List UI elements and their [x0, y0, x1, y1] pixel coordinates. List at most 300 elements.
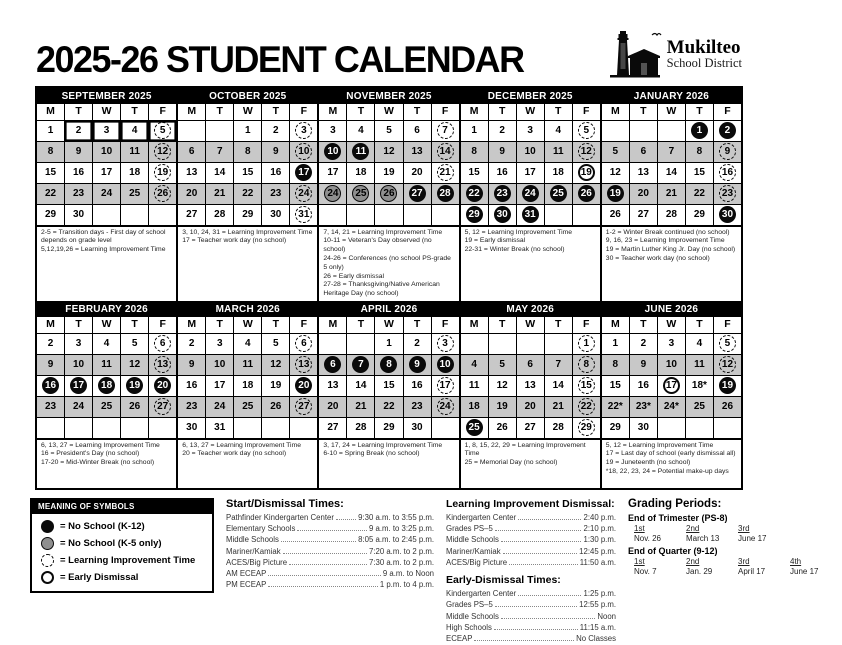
early-dismissal-marker: 17	[663, 377, 680, 394]
month-header-january-2026: JANUARY 2026	[602, 88, 741, 104]
weekday-header: W	[234, 317, 261, 333]
dotted-leader	[494, 629, 578, 630]
day-cell: 27	[517, 418, 544, 438]
weekday-header: T	[206, 104, 233, 120]
weekday-header: T	[65, 317, 92, 333]
day-cell: 5	[262, 334, 289, 354]
day-cell: 1	[375, 334, 402, 354]
no-school-k12-marker: 27	[409, 185, 426, 202]
day-cell: 15	[602, 376, 629, 396]
day-cell	[149, 376, 176, 396]
no-school-k12-marker: 19	[719, 377, 736, 394]
time-value: 12:45 p.m.	[579, 546, 616, 556]
time-label: Elementary Schools	[226, 523, 296, 533]
day-cell: 3	[517, 121, 544, 141]
day-cell	[461, 334, 488, 354]
day-cell: 12	[121, 355, 148, 375]
day-cell	[93, 418, 120, 438]
no-school-k5-only-icon	[41, 537, 54, 550]
month-may-2026	[461, 301, 600, 438]
day-cell	[432, 397, 459, 417]
month-notes-may-2026	[461, 440, 600, 488]
no-school-k12-marker: 30	[494, 206, 511, 223]
period-ordinal: 3rd	[738, 523, 750, 533]
day-cell	[121, 376, 148, 396]
dotted-leader	[283, 553, 367, 554]
period-date: Nov. 26	[634, 533, 661, 543]
day-cell: 16	[404, 376, 431, 396]
day-cell	[573, 205, 600, 225]
day-cell: 8	[234, 142, 261, 162]
no-school-k12-marker: 2	[719, 122, 736, 139]
day-cell	[714, 376, 741, 396]
lighthouse-icon	[608, 29, 662, 79]
day-cell: 26	[489, 418, 516, 438]
day-cell	[262, 418, 289, 438]
month-header-june-2026: JUNE 2026	[602, 301, 741, 317]
months-row-2	[37, 301, 741, 438]
district-logo	[608, 29, 742, 79]
month-header-may-2026: MAY 2026	[461, 301, 600, 317]
day-cell: 22*	[602, 397, 629, 417]
no-school-k12-marker: 31	[522, 206, 539, 223]
period-ordinal: 1st	[634, 556, 645, 566]
weekday-header: M	[178, 317, 205, 333]
dotted-leader	[336, 519, 356, 520]
day-cell	[290, 142, 317, 162]
period-date: March 13	[686, 533, 720, 543]
legend-item-k5	[41, 537, 205, 550]
early-dismissal-list	[446, 588, 616, 644]
day-cell: 23	[37, 397, 64, 417]
day-cell	[658, 376, 685, 396]
day-cell: 3	[65, 334, 92, 354]
day-cell: 9	[262, 142, 289, 162]
learning-improvement-time-marker: 3	[437, 335, 454, 352]
day-cell	[37, 376, 64, 396]
period-date: June 17	[790, 566, 819, 576]
day-cell	[234, 418, 261, 438]
learning-improvement-time-marker: 3	[295, 122, 312, 139]
day-cell: 30	[404, 418, 431, 438]
day-cell: 23*	[630, 397, 657, 417]
weekday-header: F	[290, 317, 317, 333]
dotted-leader	[289, 564, 367, 565]
day-cell: 22	[375, 397, 402, 417]
day-cell: 28	[206, 205, 233, 225]
calendar-band-1	[37, 88, 741, 301]
time-label: AM ECEAP	[226, 569, 267, 579]
weekday-header: T	[489, 317, 516, 333]
time-value: 1:25 p.m.	[583, 589, 616, 599]
day-cell	[573, 121, 600, 141]
day-cell: 4	[93, 334, 120, 354]
lit-dismissal-list	[446, 512, 616, 568]
day-cell: 10	[658, 355, 685, 375]
month-grid-october-2025	[178, 104, 317, 225]
no-school-k12-marker: 9	[409, 356, 426, 373]
day-cell: 22	[234, 184, 261, 204]
no-school-k12-marker: 17	[295, 164, 312, 181]
no-school-k12-marker: 30	[719, 206, 736, 223]
legend-label: = Early Dismissal	[60, 571, 139, 583]
no-school-k12-marker: 10	[324, 143, 341, 160]
weekday-header: W	[234, 104, 261, 120]
learning-improvement-time-marker: 27	[154, 398, 171, 415]
day-cell: 4	[234, 334, 261, 354]
learning-improvement-time-marker: 23	[719, 185, 736, 202]
weekday-header: W	[375, 317, 402, 333]
day-cell: 16	[262, 163, 289, 183]
grading-period-row	[634, 524, 842, 543]
legend-item-lit	[41, 554, 205, 567]
weekday-header: T	[404, 104, 431, 120]
legend-label: = No School (K-5 only)	[60, 537, 162, 549]
day-cell	[432, 121, 459, 141]
day-cell	[149, 142, 176, 162]
note-line: 19 = Early dismissal	[464, 237, 526, 245]
day-cell: 14	[545, 376, 572, 396]
day-cell	[573, 142, 600, 162]
day-cell	[37, 418, 64, 438]
day-cell	[347, 355, 374, 375]
day-cell: 12	[602, 163, 629, 183]
month-march-2026	[178, 301, 317, 438]
day-cell	[290, 418, 317, 438]
day-cell	[375, 355, 402, 375]
weekday-header: F	[432, 317, 459, 333]
grading-group-title: End of Quarter (9-12)	[628, 545, 718, 556]
day-cell: 7	[545, 355, 572, 375]
day-cell	[149, 418, 176, 438]
notes-row-2	[37, 440, 741, 488]
month-notes-march-2026	[178, 440, 317, 488]
day-cell	[347, 142, 374, 162]
day-cell	[573, 397, 600, 417]
legend-item-early	[41, 571, 205, 584]
day-cell: 14	[658, 163, 685, 183]
day-cell: 9	[630, 355, 657, 375]
learning-improvement-time-marker: 13	[295, 356, 312, 373]
note-line: 19 = Juneteenth (no school)	[605, 459, 691, 467]
grading-period-row	[634, 557, 842, 576]
weekday-header: T	[121, 317, 148, 333]
learning-improvement-time-marker: 6	[154, 335, 171, 352]
day-cell	[714, 355, 741, 375]
day-cell: 6	[404, 121, 431, 141]
weekday-header: M	[461, 104, 488, 120]
no-school-k12-marker: 20	[295, 377, 312, 394]
time-row	[446, 622, 616, 633]
day-cell	[149, 163, 176, 183]
day-cell	[347, 334, 374, 354]
grading-period	[686, 524, 738, 543]
day-cell: 5	[602, 142, 629, 162]
note-line: 17 = Last day of school (early dismissal all)	[605, 450, 736, 458]
day-cell	[545, 205, 572, 225]
day-cell: 30	[65, 205, 92, 225]
learning-improvement-time-marker: 21	[437, 164, 454, 181]
month-december-2025	[461, 88, 600, 225]
day-cell: 10	[93, 142, 120, 162]
day-cell	[517, 334, 544, 354]
month-grid-april-2026	[319, 317, 458, 438]
time-value: 11:50 a.m.	[579, 557, 616, 567]
time-label: Middle Schools	[446, 611, 499, 621]
day-cell: 2	[262, 121, 289, 141]
month-header-october-2025: OCTOBER 2025	[178, 88, 317, 104]
weekday-header: W	[658, 104, 685, 120]
day-cell	[573, 334, 600, 354]
time-value: 1 p.m. to 4 p.m.	[379, 580, 434, 590]
day-cell: 31	[206, 418, 233, 438]
time-label: Pathfinder Kindergarten Center	[226, 512, 334, 522]
month-grid-march-2026	[178, 317, 317, 438]
day-cell	[658, 121, 685, 141]
learning-improvement-time-marker: 24	[437, 398, 454, 415]
dotted-leader	[518, 595, 581, 596]
day-cell: 25	[686, 397, 713, 417]
no-school-k12-icon	[41, 520, 54, 533]
weekday-header: M	[319, 317, 346, 333]
day-cell: 11	[461, 376, 488, 396]
day-cell	[573, 376, 600, 396]
day-cell: 8	[461, 142, 488, 162]
day-cell	[432, 355, 459, 375]
learning-improvement-time-marker: 6	[295, 335, 312, 352]
time-label: Mariner/Kamiak	[446, 546, 501, 556]
logo-district-name: Mukilteo	[666, 36, 741, 58]
day-cell	[714, 418, 741, 438]
period-ordinal: 1st	[634, 523, 645, 533]
day-cell	[347, 184, 374, 204]
time-value: 2:10 p.m.	[583, 523, 616, 533]
note-line: 26 = Early dismissal	[323, 272, 385, 280]
day-cell: 17	[319, 163, 346, 183]
day-cell	[121, 205, 148, 225]
month-header-november-2025: NOVEMBER 2025	[319, 88, 458, 104]
day-cell	[461, 205, 488, 225]
time-value: Noon	[597, 611, 616, 621]
learning-improvement-time-marker: 14	[437, 143, 454, 160]
day-cell	[290, 205, 317, 225]
weekday-header: T	[489, 104, 516, 120]
weekday-header: W	[93, 317, 120, 333]
month-october-2025	[178, 88, 317, 225]
day-cell: 16	[489, 163, 516, 183]
dotted-leader	[495, 606, 577, 607]
grading-period	[634, 557, 686, 576]
day-cell	[714, 205, 741, 225]
day-cell: 22	[686, 184, 713, 204]
day-cell: 13	[404, 142, 431, 162]
note-line: *18, 22, 23, 24 = Potential make-up days	[605, 468, 729, 476]
day-cell: 20	[319, 397, 346, 417]
no-school-k12-marker: 22	[466, 185, 483, 202]
day-cell: 9	[489, 142, 516, 162]
time-value: 11:15 a.m.	[579, 623, 616, 632]
grading-period	[738, 524, 790, 543]
calendar-band-2	[37, 301, 741, 488]
day-cell: 2	[404, 334, 431, 354]
no-school-k12-marker: 1	[691, 122, 708, 139]
no-school-k5-only-marker: 25	[352, 185, 369, 202]
day-cell	[686, 418, 713, 438]
weekday-header: T	[630, 104, 657, 120]
logo-text	[667, 38, 742, 71]
day-cell: 15	[686, 163, 713, 183]
period-date: April 17	[738, 566, 766, 576]
month-header-december-2025: DECEMBER 2025	[461, 88, 600, 104]
note-line: 2-5 = Transition days - First day of school depends on grade level	[41, 228, 166, 245]
day-cell: 23	[262, 184, 289, 204]
time-value: 7:20 a.m. to 2 p.m.	[368, 546, 434, 556]
day-cell: 3	[658, 334, 685, 354]
learning-improvement-time-marker: 5	[719, 335, 736, 352]
day-cell: 26	[121, 397, 148, 417]
day-cell: 24	[93, 184, 120, 204]
day-cell: 27	[178, 205, 205, 225]
time-label: Kindergarten Center	[446, 589, 517, 599]
day-cell: 21	[545, 397, 572, 417]
day-cell	[121, 418, 148, 438]
weekday-header: T	[404, 317, 431, 333]
day-cell: 20	[178, 184, 205, 204]
day-cell: 1	[461, 121, 488, 141]
month-grid-february-2026	[37, 317, 176, 438]
day-cell	[432, 142, 459, 162]
no-school-k12-marker: 25	[550, 185, 567, 202]
note-line: 10-11 = Veteran's Day observed (no school)	[323, 237, 432, 254]
day-cell	[149, 121, 176, 141]
no-school-k12-marker: 24	[522, 185, 539, 202]
month-grid-november-2025	[319, 104, 458, 225]
time-label: Mariner/Kamiak	[226, 546, 281, 556]
day-cell: 9	[65, 142, 92, 162]
day-cell: 4	[686, 334, 713, 354]
month-header-march-2026: MARCH 2026	[178, 301, 317, 317]
day-cell	[714, 163, 741, 183]
start-dismissal-times	[226, 498, 434, 591]
symbols-legend	[30, 498, 214, 593]
weekday-header: M	[37, 104, 64, 120]
note-line: 22-31 = Winter Break (no school)	[464, 246, 565, 254]
time-value: 9 a.m. to 3:25 p.m.	[368, 523, 434, 533]
day-cell	[149, 184, 176, 204]
day-cell: 20	[630, 184, 657, 204]
learning-improvement-time-marker: 15	[578, 377, 595, 394]
day-cell	[602, 184, 629, 204]
weekday-header: F	[573, 104, 600, 120]
day-cell: 17	[206, 376, 233, 396]
no-school-k12-marker: 11	[352, 143, 369, 160]
learning-improvement-time-marker: 12	[719, 356, 736, 373]
day-cell: 19	[262, 376, 289, 396]
weekday-header: M	[178, 104, 205, 120]
day-cell	[545, 334, 572, 354]
day-cell	[375, 205, 402, 225]
learning-improvement-time-marker: 26	[154, 185, 171, 202]
time-row	[226, 579, 434, 590]
day-cell	[319, 184, 346, 204]
dismissal-column	[446, 498, 616, 645]
grading-period	[634, 524, 686, 543]
dotted-leader	[495, 530, 582, 531]
start-times-list	[226, 512, 434, 591]
day-cell: 15	[234, 163, 261, 183]
day-cell	[375, 184, 402, 204]
day-cell	[149, 205, 176, 225]
day-cell	[714, 334, 741, 354]
day-cell: 25	[93, 397, 120, 417]
day-cell: 30	[630, 418, 657, 438]
no-school-k12-marker: 20	[154, 377, 171, 394]
time-row	[446, 633, 616, 644]
day-cell: 14	[206, 163, 233, 183]
grading-periods	[628, 498, 842, 576]
day-cell	[290, 397, 317, 417]
month-notes-september-2025	[37, 227, 176, 302]
day-cell	[489, 205, 516, 225]
weekday-header: F	[714, 317, 741, 333]
day-cell	[432, 334, 459, 354]
month-grid-december-2025	[461, 104, 600, 225]
day-cell: 24*	[658, 397, 685, 417]
day-cell	[432, 184, 459, 204]
learning-improvement-time-marker: 22	[578, 398, 595, 415]
day-cell: 2	[178, 334, 205, 354]
day-cell	[630, 121, 657, 141]
note-line: 7, 14, 21 = Learning Improvement Time	[323, 228, 443, 236]
day-cell: 30	[178, 418, 205, 438]
day-cell	[686, 121, 713, 141]
day-cell: 9	[37, 355, 64, 375]
day-cell: 19	[489, 397, 516, 417]
learning-improvement-time-marker: 12	[154, 143, 171, 160]
day-cell: 5	[375, 121, 402, 141]
day-cell: 25	[121, 184, 148, 204]
weekday-header: T	[121, 104, 148, 120]
day-cell	[290, 355, 317, 375]
day-cell: 29	[686, 205, 713, 225]
note-line: 3, 17, 24 = Learning Improvement Time	[323, 441, 443, 449]
time-row	[226, 512, 434, 523]
month-notes-february-2026	[37, 440, 176, 488]
note-line: 5, 12 = Learning Improvement Time	[605, 441, 714, 449]
time-label: Grades PS–5	[446, 600, 493, 610]
day-cell	[714, 142, 741, 162]
day-cell	[65, 376, 92, 396]
time-label: High Schools	[446, 623, 492, 632]
day-cell: 18	[347, 163, 374, 183]
note-line: 3, 10, 24, 31 = Learning Improvement Time	[182, 228, 313, 236]
day-cell: 13	[319, 376, 346, 396]
grading-period	[686, 557, 738, 576]
weekday-header: F	[149, 104, 176, 120]
period-ordinal: 2nd	[686, 556, 700, 566]
learning-improvement-time-marker: 9	[719, 143, 736, 160]
month-grid-june-2026	[602, 317, 741, 438]
day-cell: 10	[517, 142, 544, 162]
notes-row-1	[37, 227, 741, 302]
time-label: Kindergarten Center	[446, 512, 517, 522]
day-cell: 16	[65, 163, 92, 183]
grading-period	[738, 557, 790, 576]
dotted-leader	[268, 575, 381, 576]
day-cell: 10	[206, 355, 233, 375]
no-school-k12-marker: 7	[352, 356, 369, 373]
day-cell: 18	[461, 397, 488, 417]
